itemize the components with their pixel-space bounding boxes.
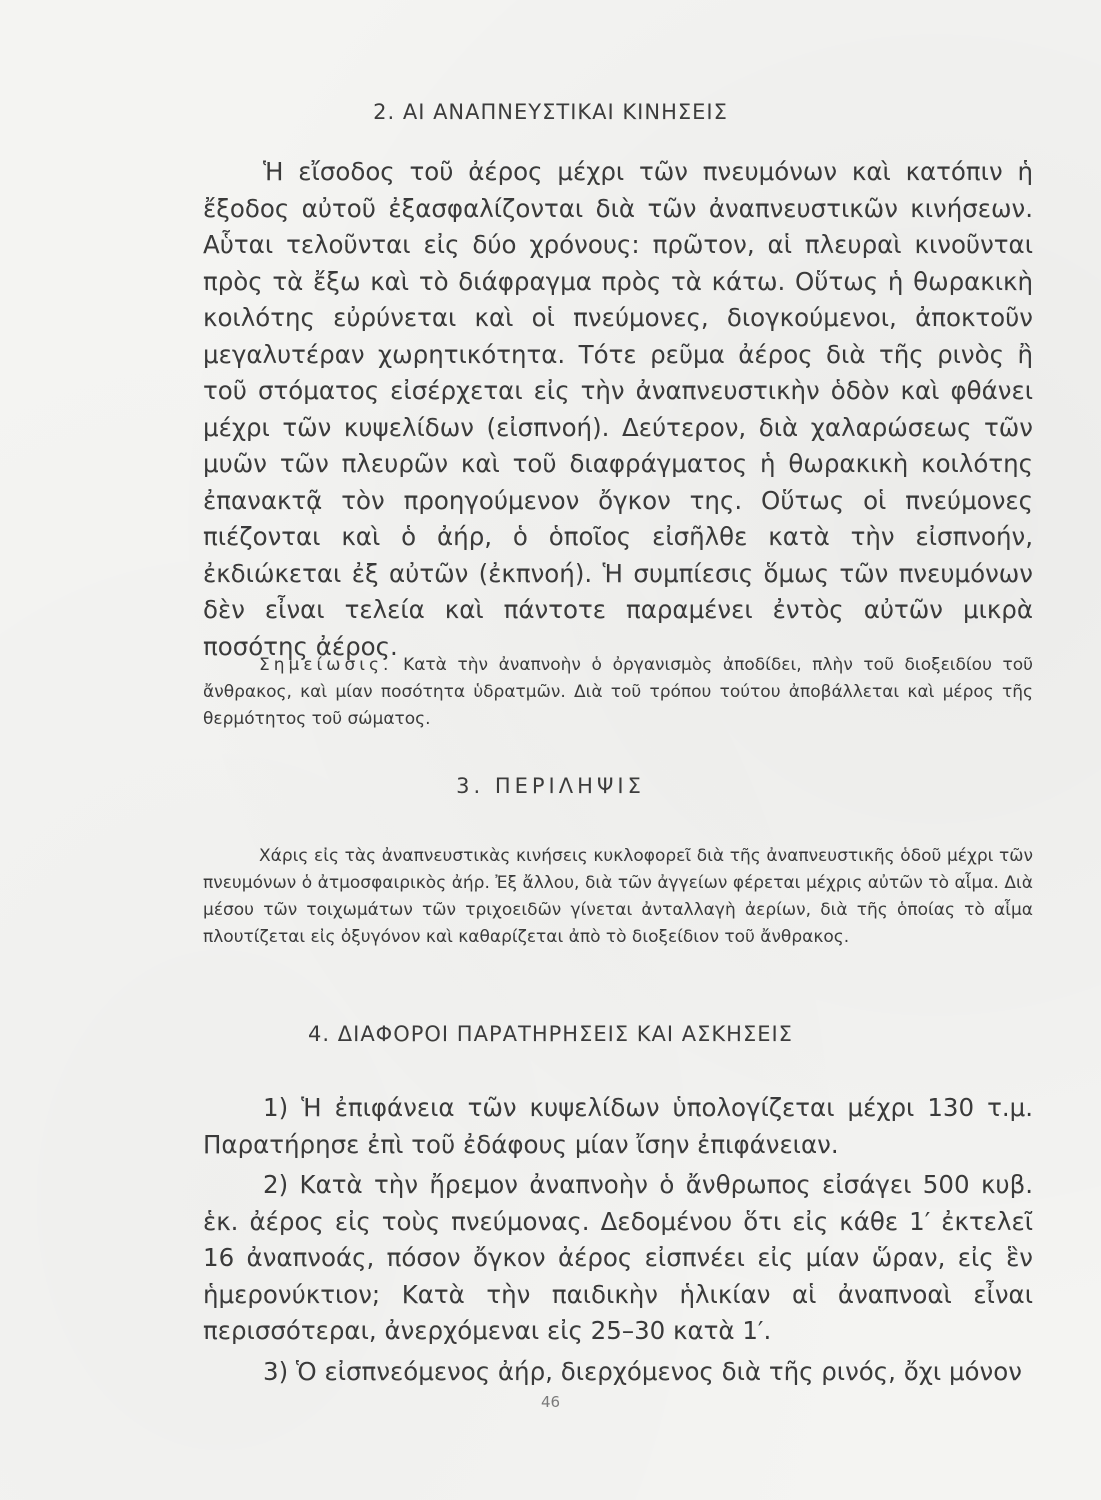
exercise-item: 3) Ὁ εἰσπνεόμενος ἀήρ, διερχόμενος διὰ τῆς ρινός, ὄχι μόνον [263, 1356, 1022, 1386]
section-2-heading: 2. ΑΙ ΑΝΑΠΝΕΥΣΤΙΚΑΙ ΚΙΝΗΣΕΙΣ [373, 100, 728, 124]
page-number: 46 [540, 1393, 561, 1411]
exercise-item: 2) Κατὰ τὴν ἤρεμον ἀναπνοὴν ὁ ἄνθρωπος εἰσάγει 500 κυβ. ἑκ. ἀέρος εἰς τοὺς πνεύμονας. Δεδομένου ὅτι εἰς κάθε 1′ ἐκτελεῖ 16 ἀναπνοάς, πόσον ὄγκον ἀέρος εἰσπνέει εἰς μίαν ὥραν, εἰς ἓν ἡμερονύκτιον; Κατὰ τὴν παιδικὴν ἡλικίαν αἱ ἀναπνοαὶ εἶναι περισσότεραι, ἀνερχόμεναι εἰς 25–30 κατὰ 1′. [203, 1170, 1033, 1345]
section-2-paragraph: Ἡ εἴσοδος τοῦ ἀέρος μέχρι τῶν πνευμόνων καὶ κατόπιν ἡ ἔξοδος αὐτοῦ ἐξασφαλίζονται διὰ τῶν ἀναπνευστικῶν κινήσεων. Αὗται τελοῦνται εἰς δύο χρόνους: πρῶτον, αἱ πλευραὶ κινοῦνται πρὸς τὰ ἔξω καὶ τὸ διάφραγμα πρὸς τὰ κάτω. Οὕτως ἡ θωρακικὴ κοιλότης εὐρύνεται καὶ οἱ πνεύμονες, διογκούμενοι, ἀποκτοῦν μεγαλυτέραν χωρητικότητα. Τότε ρεῦμα ἀέρος διὰ τῆς ρινὸς ἢ τοῦ στόματος εἰσέρχεται εἰς τὴν ἀναπνευστικὴν ὁδὸν καὶ φθάνει μέχρι τῶν κυψελίδων (εἰσπνοή). Δεύτερον, διὰ χαλαρώσεως τῶν μυῶν τῶν πλευρῶν καὶ τοῦ διαφράγματος ἡ θωρακικὴ κοιλότης ἐπανακτᾷ τὸν προηγούμενον ὄγκον της. Οὕτως οἱ πνεύμονες πιέζονται καὶ ὁ ἀήρ, ὁ ὁποῖος εἰσῆλθε κατὰ τὴν εἰσπνοήν, ἐκδιώκεται ἐξ αὐτῶν (ἐκπνοή). Ἡ συμπίεσις ὅμως τῶν πνευμόνων δὲν εἶναι τελεία καὶ πάντοτε παραμένει ἐντὸς αὐτῶν μικρὰ ποσότης ἀέρος. [203, 157, 1033, 661]
note-label: Σημείωσις. [259, 655, 393, 675]
summary-paragraph: Χάρις εἰς τὰς ἀναπνευστικὰς κινήσεις κυκλοφορεῖ διὰ τῆς ἀναπνευστικῆς ὁδοῦ μέχρι τῶν πνευμόνων ὁ ἀτμοσφαιρικὸς ἀήρ. Ἐξ ἄλλου, διὰ τῶν ἀγγείων φέρεται μέχρις αὐτῶν τὸ αἷμα. Διὰ μέσου τῶν τοιχωμάτων τῶν τριχοειδῶν γίνεται ἀνταλλαγὴ ἀερίων, διὰ τῆς ὁποίας τὸ αἷμα πλουτίζεται εἰς ὀξυγόνον καὶ καθαρίζεται ἀπὸ τὸ διοξείδιον τοῦ ἄνθρακος. [203, 846, 1033, 947]
section-4-heading: 4. ΔΙΑΦΟΡΟΙ ΠΑΡΑΤΗΡΗΣΕΙΣ ΚΑΙ ΑΣΚΗΣΕΙΣ [308, 1022, 793, 1046]
section-2-body [203, 154, 1033, 665]
note-text: Κατὰ τὴν ἀναπνοὴν ὁ ὀργανισμὸς ἀποδίδει, πλὴν τοῦ διοξειδίου τοῦ ἄνθρακος, καὶ μίαν ποσότητα ὑδρατμῶν. Διὰ τοῦ τρόπου τούτου ἀποβάλλεται καὶ μέρος τῆς θερμότητος τοῦ σώματος. [203, 655, 1033, 729]
exercise-list [203, 1090, 1033, 1394]
note-block [203, 652, 1033, 733]
note-paragraph [203, 652, 1033, 733]
section-3-body [203, 843, 1033, 951]
exercise-item: 1) Ἡ ἐπιφάνεια τῶν κυψελίδων ὑπολογίζεται μέχρι 130 τ.μ. Παρατήρησε ἐπὶ τοῦ ἐδάφους μίαν ἴσην ἐπιφάνειαν. [203, 1093, 1033, 1159]
section-3-heading: 3. ΠΕΡΙΛΗΨΙΣ [456, 774, 645, 798]
